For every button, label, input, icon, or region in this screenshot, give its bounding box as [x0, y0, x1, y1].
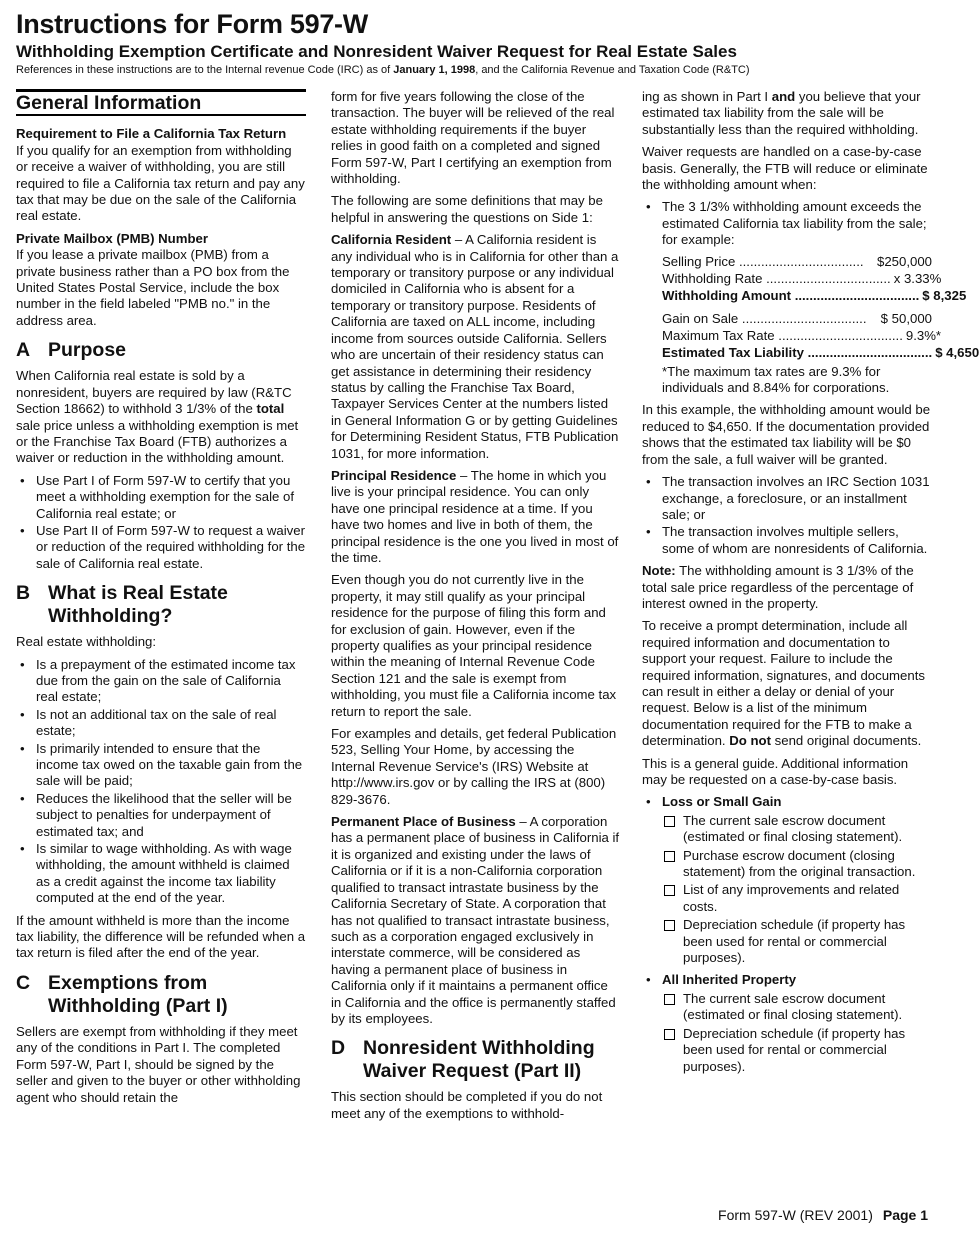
example-value: $250,000 — [876, 253, 932, 269]
withholding-example-table — [662, 253, 979, 397]
tax-rate-footnote: *The maximum tax rates are 9.3% for individuals and 8.84% for corporations. — [662, 363, 890, 396]
list-item: • The transaction involves multiple sellers, some of whom are nonresidents of California. — [642, 524, 932, 557]
example-value: x 3.33% — [893, 270, 942, 286]
checklist-item: The current sale escrow document (estimated or final closing statement). — [662, 813, 932, 846]
list-item: • Is a prepayment of the estimated income tax due from the gain on the sale of California real estate; — [16, 657, 306, 706]
checklist-item: List of any improvements and related costs. — [662, 882, 932, 915]
note-text: Note: The withholding amount is 3 1/3% of the total sale price regardless of the percentage of interest owned in the property. — [642, 563, 914, 611]
waiver-bullet-1 — [642, 199, 932, 248]
document-header — [16, 8, 936, 78]
example-value: $ 4,650 — [935, 344, 979, 360]
list-item: • Is not an additional tax on the sale of real estate; — [16, 707, 306, 740]
principal-residence-text-2: Even though you do not currently live in the property, it may still qualify as your principal residence for the purpose of filing this form and for exclusion of gain. However, even if the property qualifies as your principal residence within the meaning of Internal Revenue Code Section 121 and the sale is exempt from withholding, you must file a California income tax return to report the sale. — [331, 572, 617, 719]
example-value: $ 8,325 — [922, 287, 967, 303]
example-label: Withholding Amount .................................. — [662, 287, 920, 303]
page-footer — [718, 1207, 928, 1223]
section-c-heading: C Exemptions from Withholding (Part I) — [16, 971, 228, 1017]
inherited-heading-list — [642, 972, 932, 988]
section-d-text-continued: ing as shown in Part I and you believe that your estimated tax liability from the sale will be substantially less than the required withholding. — [642, 89, 921, 137]
section-b-heading: B What is Real Estate Withholding? — [16, 582, 228, 628]
section-b-intro: Real estate withholding: — [16, 634, 157, 650]
pmb-text: If you lease a private mailbox (PMB) from a private business rather than a PO box from the United States Postal Service, include the box number in the field labeled "PMB no." in the address area. — [16, 247, 290, 328]
example-explanation: In this example, the withholding amount would be reduced to $4,650. If the documentation provided shows that the estimated tax liability will be $0 from the sale, a full waiver will be granted. — [642, 402, 931, 467]
definition-california-resident: California Resident – A California resident is any individual who is in California for other than a temporary or transitory purpose or any individual domiciled in California who is absent for a temporary or transitory purpose. Residents of California are taxed on ALL income, including income from sources outside California. Sellers who are uncertain of their residency status can get assistance in determining their residency status by calling the Franchise Tax Board, Taxpayer Services Center at the numbers listed in General Information G or by getting Guidelines for Determining Resident Status, FTB Publication 1031, for more information. — [331, 232, 619, 461]
checklist-item: Purchase escrow document (closing statement) from the original transaction. — [662, 848, 932, 881]
section-a-text: When California real estate is sold by a nonresident, buyers are required by law (R&TC Section 18662) to withhold 3 1/3% of the total sale price unless a withholding exemption is met or the Franchise Tax Board (FTB) authorizes a waiver or reduction in the withholding amount. — [16, 368, 299, 466]
list-item: • Reduces the likelihood that the seller will be subject to penalties for underpayment of estimated tax; and — [16, 791, 306, 840]
prompt-determination-text: To receive a prompt determination, include all required information and documentation to support your request. Failure to include the required information, signatures, and documents can result in either a delay or denial of your request. Below is a list of the minimum documentation required for the FTB to make a determination. Do not send original documents. — [642, 618, 925, 749]
column-3 — [642, 89, 979, 1081]
table-row — [662, 327, 942, 344]
section-b-bullets — [16, 657, 306, 907]
requirement-text: If you qualify for an exemption from withholding or receive a waiver of withholding, you are still required to file a California tax return and pay any tax that may be due on the sale of the California real estate. — [16, 142, 305, 224]
section-a-bullets — [16, 473, 306, 572]
form-revision: Form 597-W (REV 2001) — [718, 1207, 873, 1223]
definitions-intro: The following are some definitions that may be helpful in answering the questions on Side 1: — [331, 193, 603, 225]
list-item: • The 3 1/3% withholding amount exceeds the estimated California tax liability from the sale; for example: — [642, 199, 932, 248]
section-b-after: If the amount withheld is more than the income tax liability, the difference will be refunded when a tax return is filed after the end of the year. — [16, 912, 306, 961]
list-item: • The transaction involves an IRC Section 1031 exchange, a foreclosure, or an installment sale; or — [642, 474, 932, 523]
table-row — [662, 287, 967, 304]
example-label: Estimated Tax Liability .................................. — [662, 344, 933, 360]
general-guide-text: This is a general guide. Additional information may be requested on a case-by-case basis. — [642, 755, 909, 787]
section-c-text-continued: form for five years following the close of the transaction. The buyer will be relieved of the real estate withholding requirements if the buyer relies in good faith on a completed and signed Form 597-W, Part I certifying an exemption from withholding. — [331, 89, 615, 187]
checklist-item: The current sale escrow document (estimated or final closing statement). — [662, 991, 932, 1024]
table-row — [662, 270, 942, 287]
table-row — [662, 253, 932, 270]
general-information-heading: General Information — [16, 89, 306, 116]
page-number: Page 1 — [882, 1207, 928, 1223]
section-a-heading: A Purpose — [16, 339, 127, 362]
section-d-text: This section should be completed if you do not meet any of the exemptions to withhold- — [331, 1089, 603, 1121]
example-value: 9.3%* — [905, 327, 942, 343]
document-title: Instructions for Form 597-W — [16, 9, 368, 39]
section-d-heading: D Nonresident Withholding Waiver Request (Part II) — [331, 1037, 595, 1083]
example-label: Gain on Sale .................................. — [662, 310, 867, 326]
loss-checklist — [662, 813, 932, 967]
requirement-heading: Requirement to File a California Tax Return — [16, 126, 287, 142]
waiver-bullets-2 — [642, 474, 932, 557]
loss-heading-list — [642, 794, 932, 810]
table-row — [662, 310, 932, 327]
definition-principal-residence: Principal Residence – The home in which you live is your principal residence. You can only have one principal residence at a time. If you have two homes and live in both of them, the principal residence is the one you lived in most of the time. — [331, 467, 619, 565]
example-value: $ 50,000 — [880, 310, 932, 326]
list-item: • Use Part I of Form 597-W to certify that you meet a withholding exemption for the sale of California real estate; or — [16, 473, 306, 522]
inherited-heading: • All Inherited Property — [642, 972, 932, 988]
list-item: • Is similar to wage withholding. As with wage withholding, the amount withheld is claimed as a credit against the income tax liability computed at the end of the year. — [16, 841, 306, 907]
loss-heading: • Loss or Small Gain — [642, 794, 932, 810]
principal-residence-text-3: For examples and details, get federal Publication 523, Selling Your Home, by accessing the Internal Revenue Service's (IRS) Website at http://www.irs.gov or by calling the IRS at (800) 829-3676. — [331, 726, 617, 807]
section-c-text: Sellers are exempt from withholding if they meet any of the conditions in Part I. The completed Form 597-W, Part I, should be signed by the seller and given to the buyer or other withholding agent who should retain the — [16, 1023, 301, 1105]
example-label: Withholding Rate .................................. — [662, 270, 891, 286]
references-note: References in these instructions are to the Internal revenue Code (IRC) as of January 1, 1998, and the California Revenue and Taxation Code (R&TC) — [16, 64, 750, 76]
list-item: • Is primarily intended to ensure that the income tax owed on the taxable gain from the sale will be paid; — [16, 741, 306, 790]
table-row — [662, 344, 979, 361]
waiver-intro: Waiver requests are handled on a case-by-case basis. Generally, the FTB will reduce or eliminate the withholding amount when: — [642, 144, 928, 193]
column-1 — [16, 89, 306, 1112]
definition-permanent-place-of-business: Permanent Place of Business – A corporation has a permanent place of business in California if it is organized and existing under the laws of California or if it is a non-California corporation qualified to transact intrastate business by the California Secretary of State. A corporation that has not qualified to transact intrastate business, such as a corporation engaged exclusively in interstate commerce, will be considered as having a permanent place of business in California only if it maintains a permanent office in California and the office is permanently staffed by its employees. — [331, 814, 620, 1026]
example-label: Selling Price .................................. — [662, 253, 864, 269]
pmb-heading: Private Mailbox (PMB) Number — [16, 230, 208, 246]
checklist-item: Depreciation schedule (if property has been used for rental or commercial purposes). — [662, 1026, 932, 1075]
list-item: • Use Part II of Form 597-W to request a waiver or reduction of the required withholding for the sale of California real estate. — [16, 523, 306, 572]
inherited-checklist — [662, 991, 932, 1075]
example-label: Maximum Tax Rate .................................. — [662, 327, 903, 343]
checklist-item: Depreciation schedule (if property has been used for rental or commercial purposes). — [662, 917, 932, 966]
document-subtitle: Withholding Exemption Certificate and Nonresident Waiver Request for Real Estate Sales — [16, 42, 737, 61]
column-2 — [331, 89, 621, 1128]
